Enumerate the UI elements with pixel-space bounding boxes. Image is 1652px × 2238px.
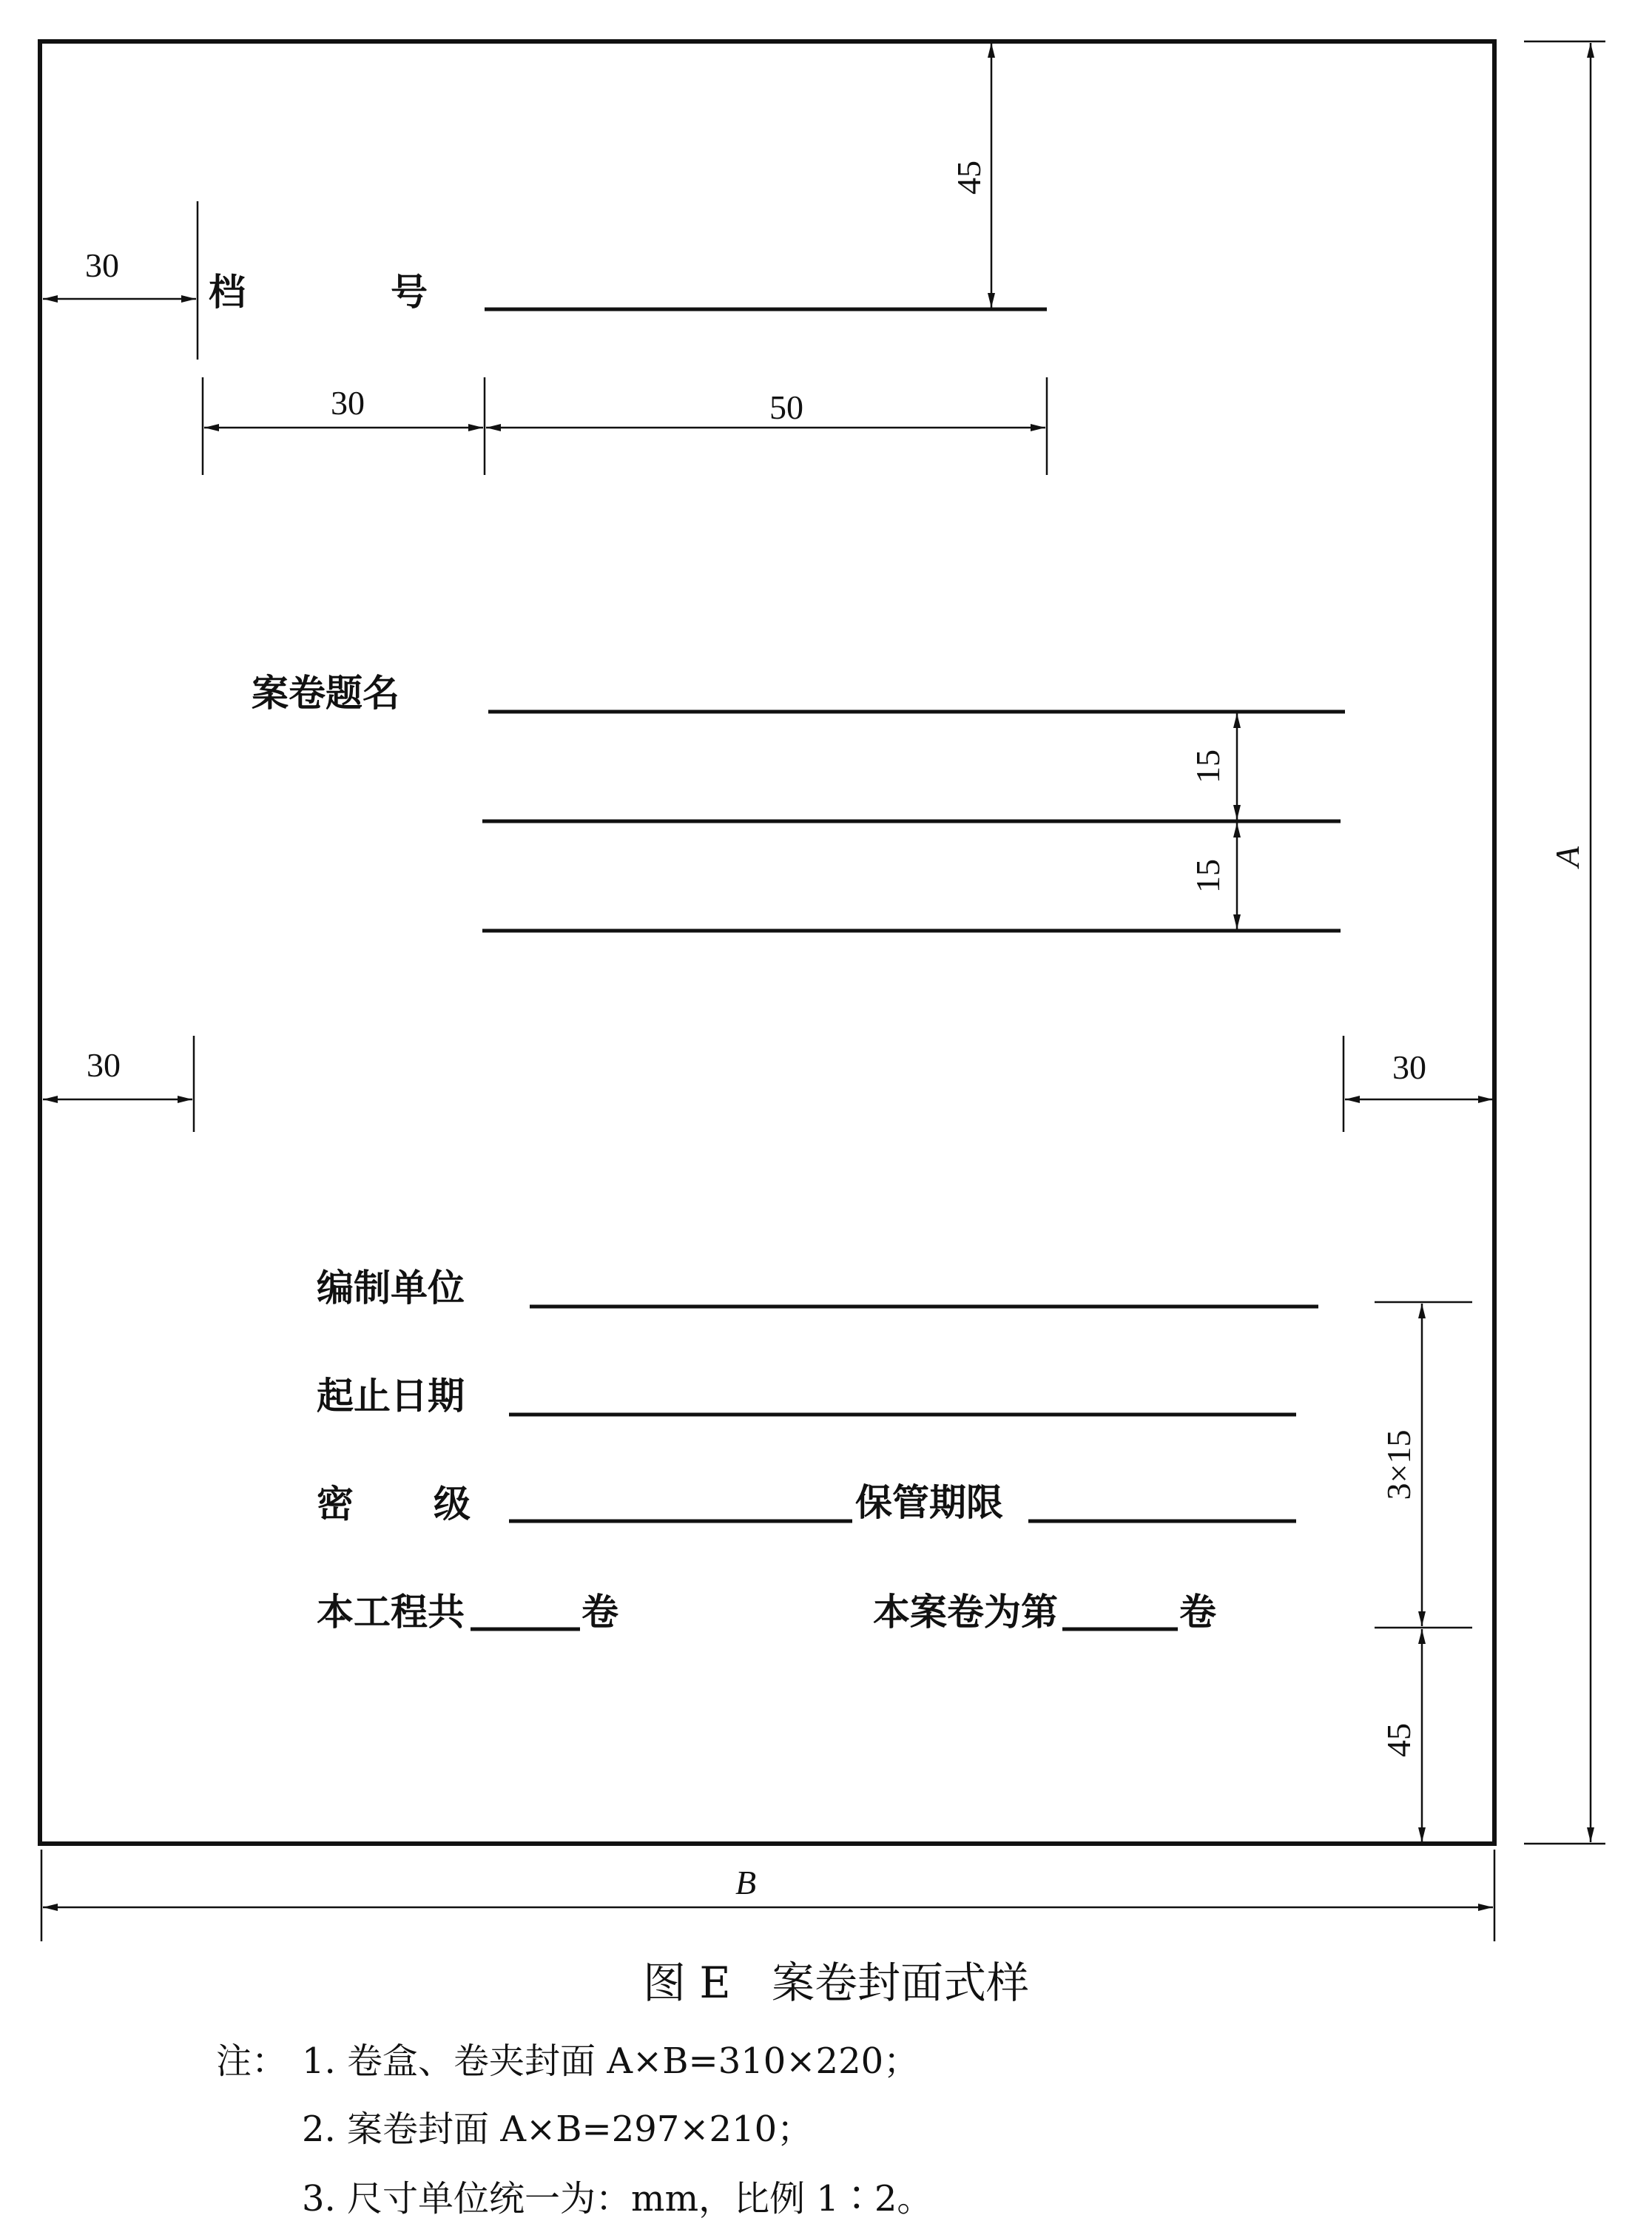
dim-title-gap-1-label: 15 (1189, 749, 1227, 783)
retention-label: 保管期限 (855, 1481, 1003, 1524)
dim-height-label: A (1548, 846, 1586, 868)
secret-label-1: 密 (317, 1483, 354, 1526)
figure-caption: 图 E 案卷封面式样 (642, 1958, 1030, 2008)
notes-prefix: 注： (216, 2040, 288, 2082)
this-vol-label: 本案卷为第 (873, 1591, 1058, 1634)
dim-bottom-label: 45 (1380, 1723, 1417, 1757)
this-vol-suffix: 卷 (1179, 1591, 1216, 1634)
cover-frame (40, 41, 1494, 1844)
note-item-1: 1. 卷盒、卷夹封面 A×B=310×220； (302, 2040, 920, 2082)
date-label: 起止日期 (317, 1375, 465, 1418)
dim-block-label: 3×15 (1380, 1429, 1417, 1500)
file-no-label-2: 号 (391, 271, 428, 314)
note-item-3: 3. 尺寸单位统一为：mm，比例 1∶2。 (302, 2178, 933, 2220)
dim-left-top-label: 30 (85, 246, 119, 284)
compiler-label: 编制单位 (317, 1267, 465, 1310)
dim-right-mid-label: 30 (1392, 1048, 1426, 1086)
dim-left-mid-label: 30 (87, 1046, 121, 1084)
dim-top-label: 45 (950, 161, 988, 195)
dim-title-gap-2-label: 15 (1189, 859, 1227, 893)
file-no-label-1: 档 (209, 271, 246, 314)
title-label: 案卷题名 (252, 672, 399, 715)
secret-label-2: 级 (434, 1483, 471, 1526)
dim-line-width-label: 50 (769, 388, 803, 426)
total-vol-label: 本工程共 (317, 1591, 465, 1634)
dim-label-width-label: 30 (331, 384, 365, 422)
total-vol-suffix: 卷 (581, 1591, 618, 1634)
dim-width-label: B (735, 1864, 757, 1901)
note-item-2: 2. 案卷封面 A×B=297×210； (302, 2109, 813, 2150)
